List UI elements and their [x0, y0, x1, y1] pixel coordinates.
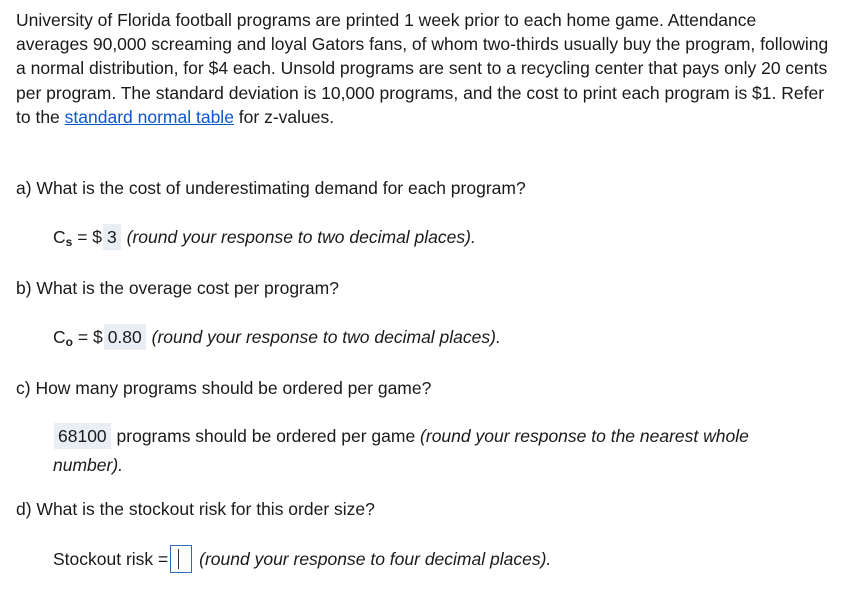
answer-d-row	[53, 545, 551, 576]
hint-c: (round your response to the nearest whole number).	[53, 426, 749, 475]
stockout-risk-input[interactable]	[170, 545, 192, 573]
answer-c-field[interactable]: 68100	[54, 423, 111, 449]
question-b: b) What is the overage cost per program?	[16, 278, 339, 298]
problem-text-1: University of Florida football programs are printed 1 week prior to each home game. Attendance averages 90,000 screaming and loyal Gators fans, of whom two-thirds usually buy the program, following a normal distribution, for $4 each. Unsold programs are sent to a recycling center that pays only 20 cents per program. The standard deviation is 10,000 programs, and the cost to print each program is $1. Refer to the	[16, 10, 829, 127]
text-caret	[178, 549, 179, 569]
problem-text-2: for z-values.	[233, 106, 335, 127]
question-c: c) How many programs should be ordered per game?	[16, 378, 432, 398]
equals-dollar-b: = $	[77, 327, 103, 347]
hint-b: (round your response to two decimal places).	[151, 327, 501, 347]
answer-a-row	[53, 224, 476, 254]
equals-dollar-a: = $	[77, 227, 103, 247]
question-d: d) What is the stockout risk for this order size?	[16, 499, 375, 519]
hint-a: (round your response to two decimal places).	[126, 227, 476, 247]
answer-c-row	[53, 422, 823, 480]
cs-symbol: $C_s$	[53, 227, 73, 249]
standard-normal-table-link[interactable]: standard normal table	[64, 106, 234, 127]
answer-b-row	[53, 324, 501, 354]
co-symbol: $C_o$	[53, 327, 73, 349]
stockout-risk-label: Stockout risk =	[53, 549, 169, 570]
answer-b-field[interactable]: 0.80	[104, 324, 146, 350]
problem-statement	[16, 8, 831, 129]
answer-c-text: programs should be ordered per game	[111, 426, 421, 446]
question-a: a) What is the cost of underestimating demand for each program?	[16, 178, 526, 198]
answer-a-field[interactable]: 3	[103, 224, 121, 250]
hint-d: (round your response to four decimal places).	[199, 549, 552, 570]
